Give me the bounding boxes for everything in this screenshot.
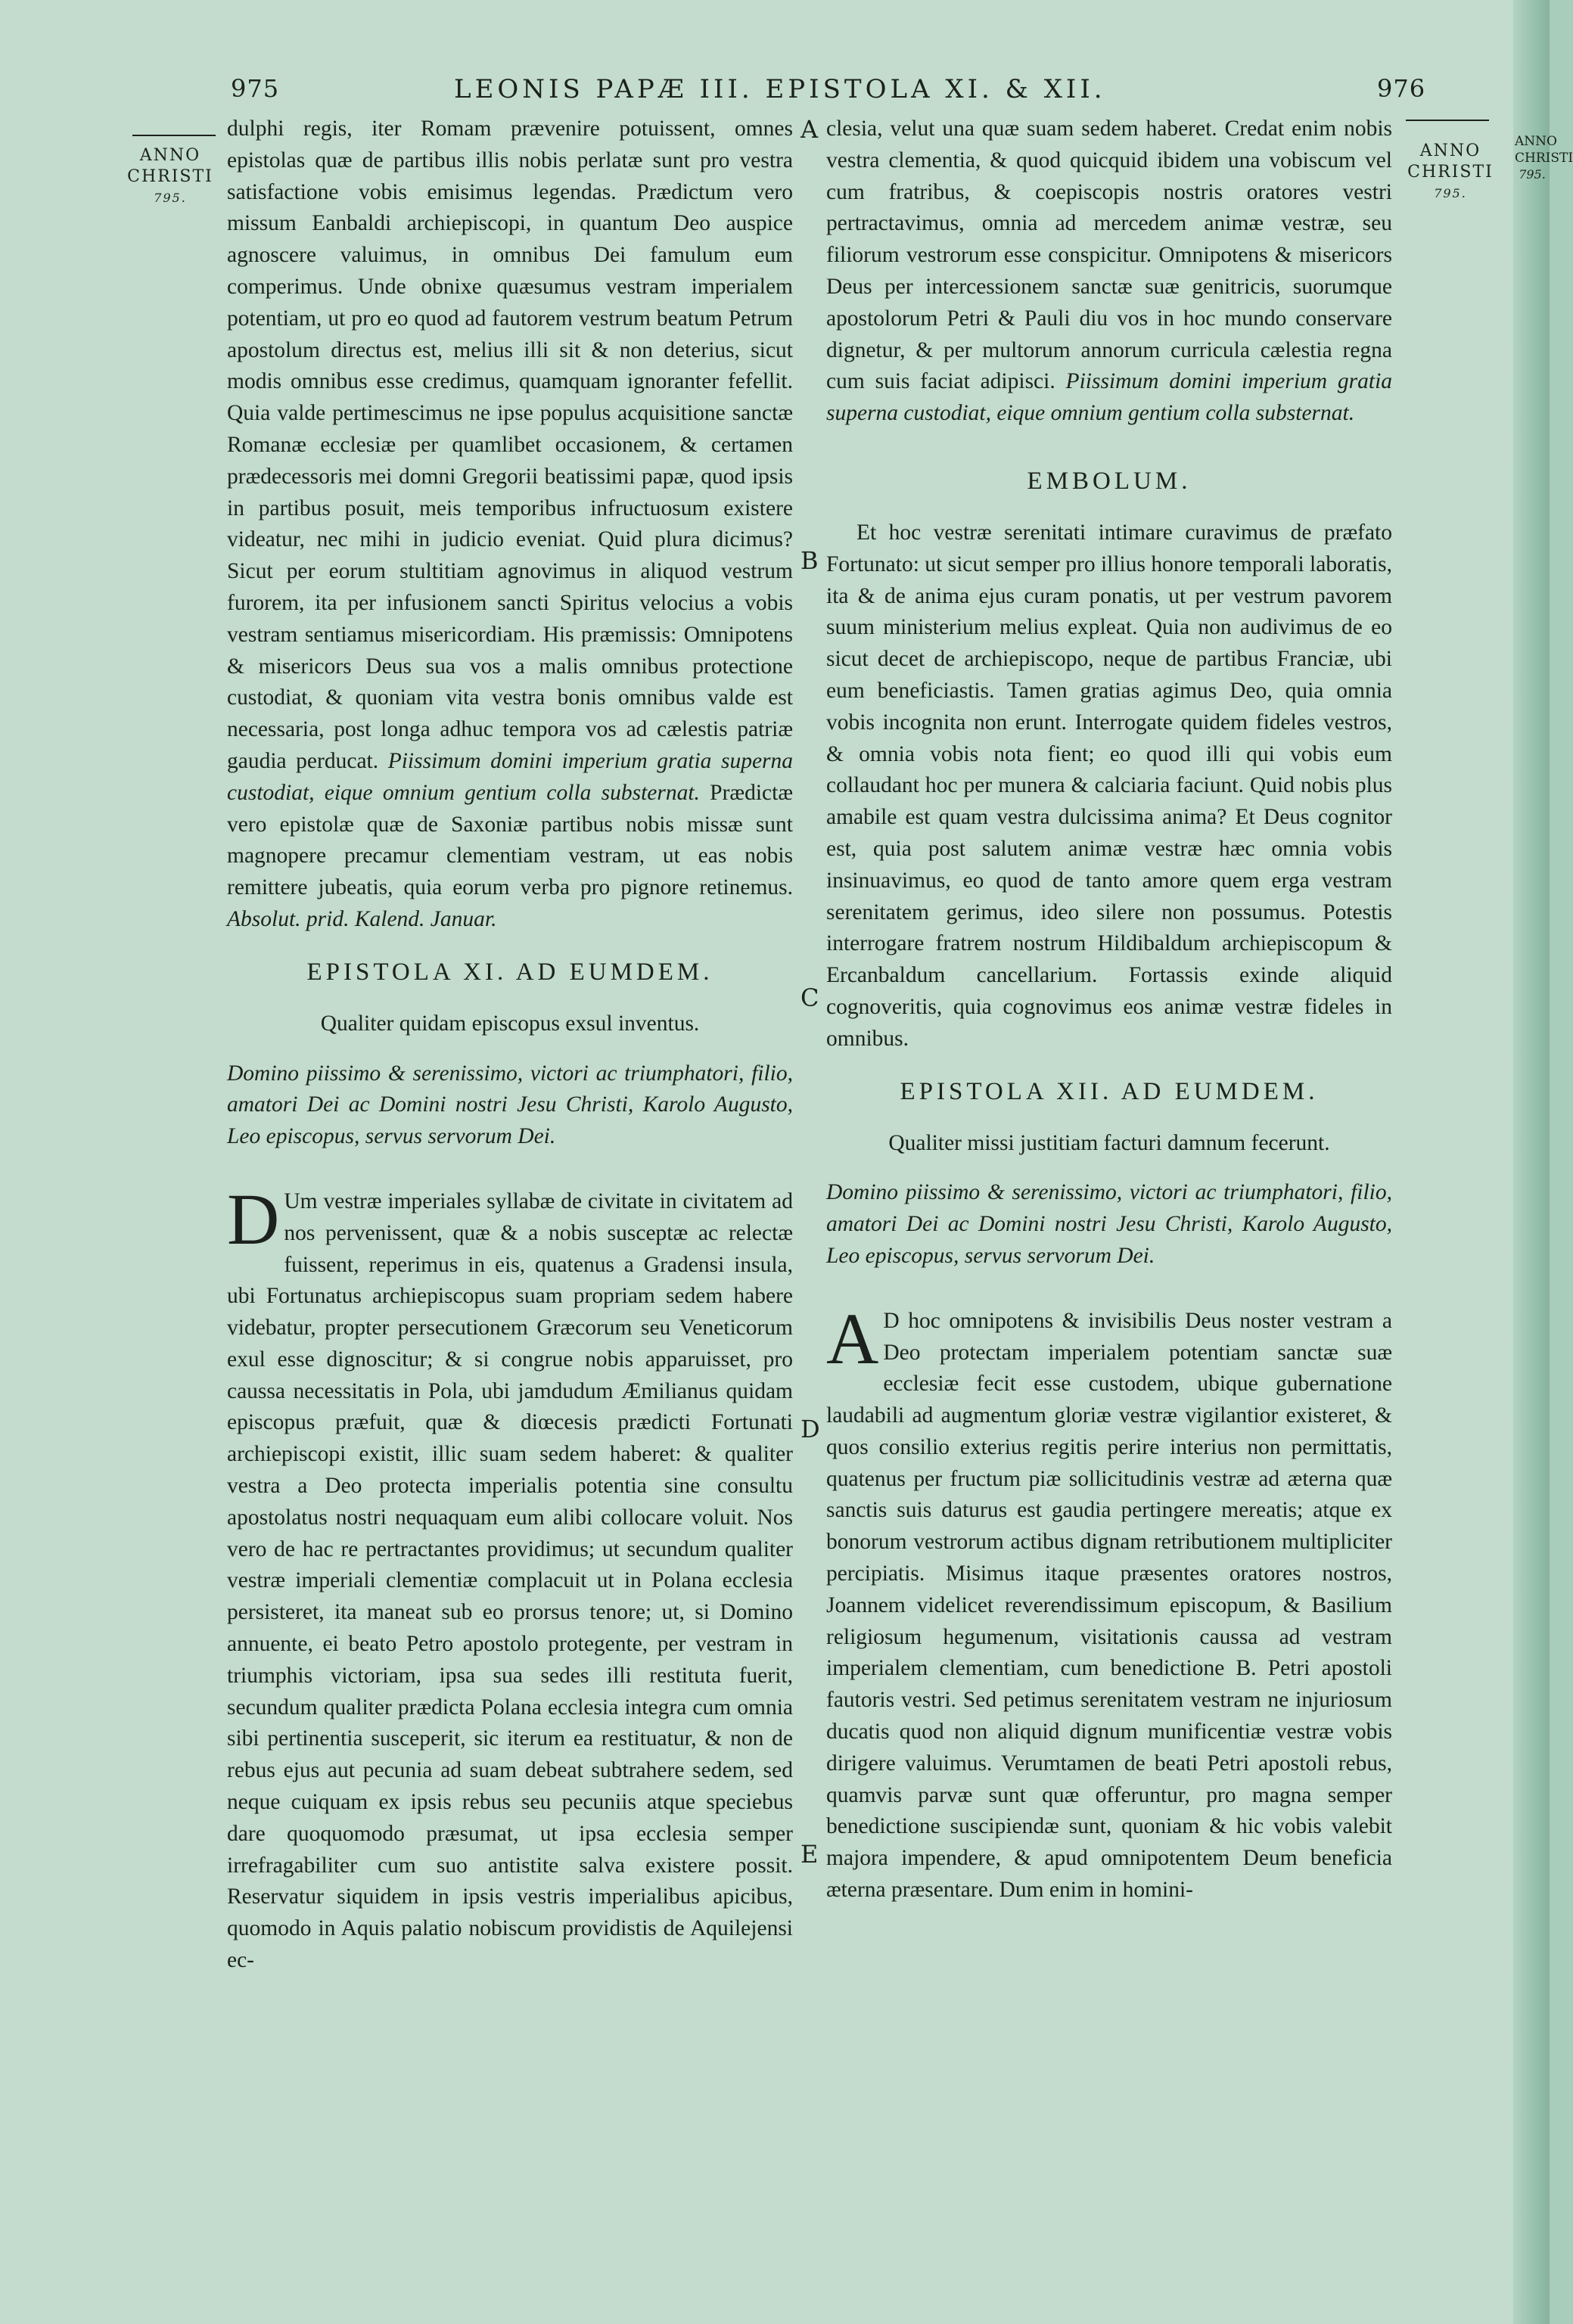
left-christi: CHRISTI bbox=[127, 167, 213, 186]
left-intro-italic: Piissimum domini imperium gratia superna custodiat, eique omnium gentium colla substernat. bbox=[227, 748, 794, 805]
left-intro-date: Absolut. prid. Kalend. Januar. bbox=[227, 906, 497, 931]
right-intro-body: clesia, velut una quæ suam sedem haberet. Credat enim nobis vestra clementia, & quod quicquid ibidem una vobiscum vel cum fratribus, & coepiscopis nostris oratores vestri pertractavimus, omnia ad mercedem animæ vestræ, seu filiorum vestrorum esse conspicitur. Omnipotens & misericors Deus per intercessionem sanctæ suæ genitricis, suorumque apostolorum Petri & Pauli diu vos in hoc mundo conservare dignetur, & per multorum annorum curricula cælestia regna cum suis faciat adipisci. bbox=[826, 117, 1392, 394]
epistola-xii-salutation: Domino piissimo & serenissimo, victori ac triumphatori, filio, amatori Dei ac Domini nostri Jesu Christi, Karolo Augusto, Leo episcopus, servus servorum Dei. bbox=[826, 1180, 1392, 1268]
embolum-text: Et hoc vestræ serenitati intimare curavimus de præfato Fortunato: ut sicut semper pro illius honore temporali laboratis, ita & de anima ejus curam ponatis, ut per vestrum pavorem suum ministerium melius expleat. Quia non audivimus de eo sicut decet de archiepiscopo, neque de partibus Franciæ, ubi eum beneficiastis. Tamen gratias agimus Deo, quia omnia vobis incognita non erunt. Interrogate quidem fideles vestros, & omnia vobis nota fient; eo quod illi qui vobis eum collaudant hoc per munera & calciaria faciunt. Quid nobis plus amabile est quam vestra dulcissima anima? Et Deus cognitor est, quia post salutem animæ vestræ hæc omnia vobis insinuavimus, eo quod de tanto amore quem erga vestram serenitatem gerimus, ideo silere non possumus. Potestis interrogare fratrem nostrum Hildibaldum archiepiscopum & Ercanbaldum cancellarium. Fortassis exinde aliquid cognoveritis, quia cognovimus eos animæ vestræ fideles in omnibus. bbox=[826, 520, 1393, 1051]
right-margin-rule bbox=[1406, 120, 1489, 121]
embolum-heading: EMBOLUM. bbox=[1027, 467, 1192, 495]
edge-christi: CHRISTI bbox=[1515, 151, 1573, 166]
edge-year: 795. bbox=[1519, 167, 1546, 182]
section-letter-d: D bbox=[800, 1415, 820, 1443]
epistola-xi-dropcap: D bbox=[227, 1178, 280, 1260]
right-intro-italic: Piissimum domini imperium gratia superna custodiat, eique omnium gentium colla substernat. bbox=[826, 369, 1393, 426]
left-year: 795. bbox=[154, 191, 187, 205]
left-margin-rule bbox=[132, 135, 216, 136]
left-column bbox=[227, 113, 793, 2292]
epistola-xi-text: Um vestræ imperiales syllabæ de civitate in civitatem ad nos pervenissent, quæ & a nobis susceptæ ac relectæ fuissent, reperimus in eis, quatenus a Gradensi insula, ubi Fortunatus archiepiscopus suam propriam sedem habere videbatur, propter persecutionem Græcorum seu Veneticorum exul esse dignoscitur; & si congrue nobis apparuisset, pro caussa necessitatis in Pola, ubi jamdudum Æmilianus quidam episcopus præfuit, quæ & diœcesis prædicti Fortunati archiepiscopi existit, illic suam sedem haberet: & qualiter vestra a Deo protecta imperialis potentia sine consultu apostolatus nostri nequaquam eum alibi collocare voluit. Nos vero de hac re pertractantes providimus; ut secundum qualiter vestræ imperiali clementiæ complacuit ut in Polana ecclesia persisteret, ita maneat sub eo prorsus tenore; ut, si Domino annuente, ei beato Petro apostolo protegente, per vestram in triumphis victoriam, ipsa sua sedes illi restituta fuerit, secundum qualiter prædicta Polana ecclesia integra cum omnia sibi pertinentia susceperit, sic iterum ea restituatur, & non de rebus ejus aut pecunia ad suam debeat subtrahere sedem, sed neque cuiquam ex ipsis rebus seu pecuniis atque speciebus dare quoquomodo præsumat, ut ipsa ecclesia semper irrefragabiliter cum suo antistite salva existere possit. Reservatur siquidem in ipsis vestris imperialibus apicibus, quomodo in Aquis palatio nobiscum providistis de Aquilejensi ec- bbox=[227, 1188, 793, 1973]
epistola-xi-subtitle: Qualiter quidam episcopus exsul inventus. bbox=[320, 1011, 700, 1036]
section-letter-b: B bbox=[800, 546, 819, 575]
right-column bbox=[826, 113, 1392, 2300]
section-letter-e: E bbox=[800, 1840, 819, 1869]
left-intro-body: dulphi regis, iter Romam prævenire potuissent, omnes epistolas quæ de partibus illis nobis perlatæ sunt pro vestra satisfactione vobis emisimus legendas. Prædictum vero missum Eanbaldi archiepiscopi, in quantum Deo auspice agnoscere valuimus, in omnibus Dei famulum eum comperimus. Unde obnixe quæsumus vestram imperialem potentiam, ut pro eo quod ad fautorem vestrum beatum Petrum apostolum directus est, melius illi sit & non deterius, sicut modis omnibus esse credimus, quamquam ignoranter fefellit. Quia valde pertimescimus ne ipse populus acquisitione sanctæ Romanæ ecclesiæ per quamlibet occasionem, & certamen prædecessoris mei domni Gregorii beatissimi papæ, quod ipsis in partibus posuit, meis temporibus infructuosum existere videatur, nec mihi in judicio eveniat. Quid plura dicimus? Sicut per eorum stultitiam agnovimus in aliquod vestrum furorem, ita per infusionem sancti Spiritus velocius a vobis vestram sentiamus misericordiam. His præmissis: Omnipotens & misericors Deus sua vos a malis omnibus protectione custodiat, & quoniam vita vestra bonis omnibus valde est necessaria, post longa adhuc tempora vos ad cælestis patriæ gaudia perducat. bbox=[227, 117, 793, 773]
right-year: 795. bbox=[1434, 186, 1467, 200]
right-intro-text bbox=[826, 113, 1392, 430]
epistola-xii-text: D hoc omnipotens & invisibilis Deus noster vestram a Deo protectam imperialem potentiam sanctæ suæ ecclesiæ fecit esse custodem, ubique gubernatione laudabili ad augmentum gloriæ vestræ vigilantior existeret, & quos consilio exterius regitis perire interius non permittatis, quatenus per fructum piæ sollicitudinis vestræ ad æterna quæ sanctis suis daturus est gaudia pertingere mereatis; atque ex bonorum vestrorum actibus dignam retributionem multipliciter percipiatis. Misimus itaque præsentes oratores nostros, Joannem videlicet reverendissimum episcopum, & Basilium religiosum hegumenum, visitationis caussa ad vestram imperialem clementiam, cum benedictione B. Petri apostoli fautoris vestri. Sed petimus serenitatem vestram ne injuriosum ducatis quod non aliquid dignum munificentiæ vestræ vobis dirigere valuimus. Verumtamen de beati Petri apostoli rebus, quamvis parvæ sunt quæ offeruntur, pro magna semper benedictione suscipiendæ sunt, quoniam & hic vobis valebit majora impendere, & apud omnipotentem Deum beneficia æterna præsentare. Dum enim in homini- bbox=[826, 1308, 1392, 1903]
right-christi: CHRISTI bbox=[1407, 163, 1494, 182]
epistola-xii-subtitle: Qualiter missi justitiam facturi damnum fecerunt. bbox=[888, 1130, 1330, 1155]
edge-margin-note bbox=[1515, 133, 1573, 183]
section-letter-a: A bbox=[800, 115, 819, 144]
left-margin-note bbox=[121, 145, 219, 209]
left-intro-text bbox=[227, 113, 793, 936]
left-intro-body-2: Prædictæ vero epistolæ quæ de Saxoniæ partibus nobis missæ sunt magnopere precamur clementiam vestram, ut eas nobis remittere jubeatis, quia eorum verba pro pignore retinemus. bbox=[227, 780, 793, 900]
epistola-xi-heading: EPISTOLA XI. AD EUMDEM. bbox=[306, 958, 713, 986]
page-number-left: 975 bbox=[231, 74, 280, 103]
running-title: LEONIS PAPÆ III. EPISTOLA XI. & XII. bbox=[454, 74, 1106, 104]
edge-anno: ANNO bbox=[1515, 134, 1557, 149]
section-letter-c: C bbox=[800, 983, 819, 1012]
epistola-xii-dropcap: A bbox=[826, 1297, 879, 1379]
epistola-xi-body bbox=[227, 1178, 793, 1977]
epistola-xi-salutation: Domino piissimo & serenissimo, victori ac triumphatori, filio, amatori Dei ac Domini nostri Jesu Christi, Karolo Augusto, Leo episcopus, servus servorum Dei. bbox=[227, 1061, 793, 1149]
right-margin-note bbox=[1401, 141, 1500, 204]
epistola-xii-body bbox=[826, 1297, 1392, 1906]
right-anno: ANNO bbox=[1419, 141, 1481, 160]
page-number-right: 976 bbox=[1377, 74, 1426, 103]
epistola-xii-heading: EPISTOLA XII. AD EUMDEM. bbox=[900, 1077, 1319, 1105]
page-header bbox=[0, 74, 1550, 112]
left-anno: ANNO bbox=[139, 146, 201, 165]
next-page-edge bbox=[1513, 0, 1573, 2324]
